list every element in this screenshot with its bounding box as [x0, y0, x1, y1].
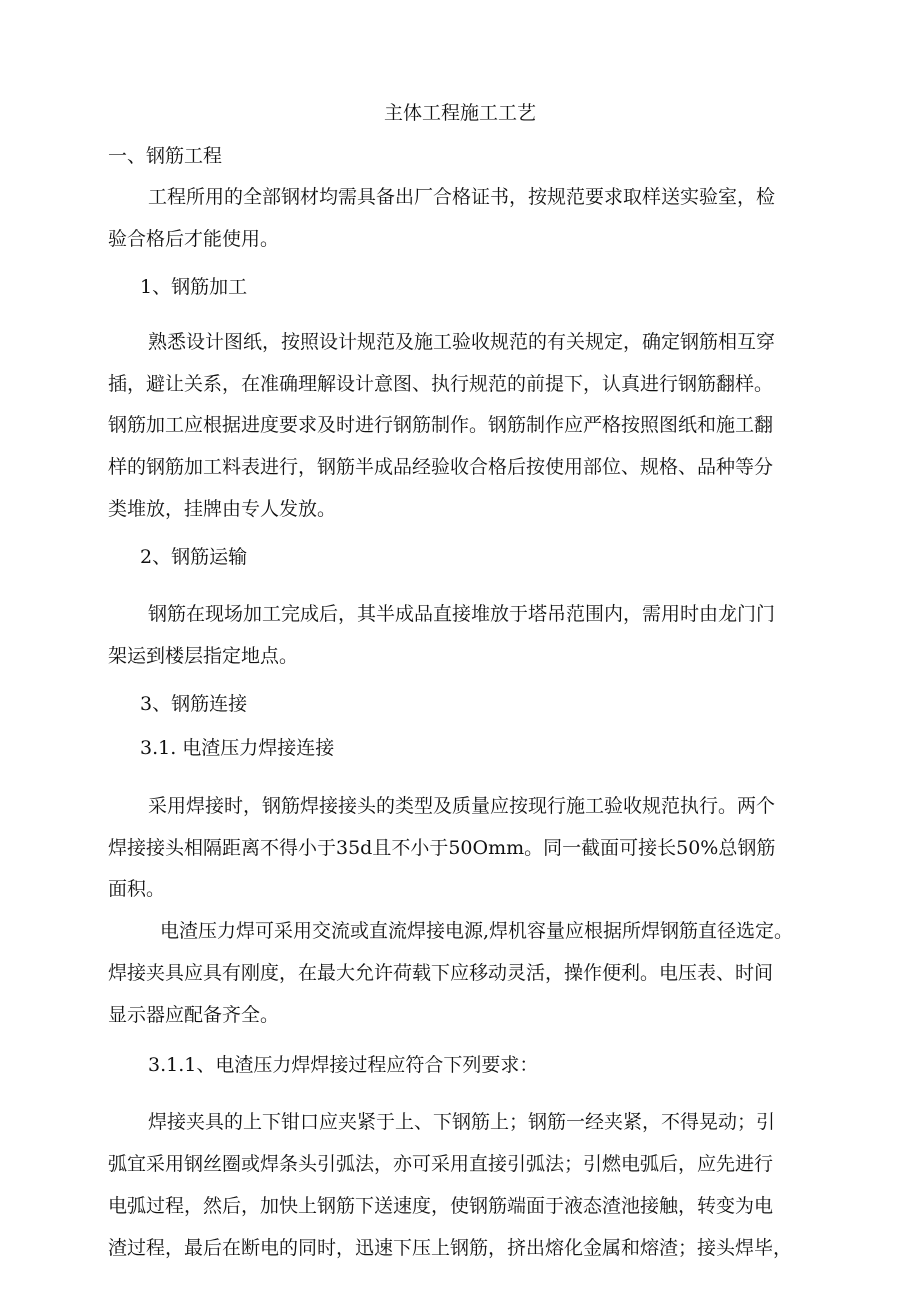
paragraph-line: 架运到楼层指定地点。 [108, 645, 299, 667]
paragraph-line: 渣过程，最后在断电的同时，迅速下压上钢筋，挤出熔化金属和熔渣；接头焊毕， [108, 1237, 793, 1259]
paragraph-line: 钢筋加工应根据进度要求及时进行钢筋制作。钢筋制作应严格按照图纸和施工翻 [108, 414, 774, 436]
section-heading-rebar: 一、钢筋工程 [108, 145, 223, 167]
heading-rebar-processing: 1、钢筋加工 [140, 276, 248, 298]
heading-rebar-transport: 2、钢筋运输 [140, 546, 248, 568]
paragraph-line: 熟悉设计图纸，按照设计规范及施工验收规范的有关规定，确定钢筋相互穿 [148, 331, 776, 353]
paragraph-line: 焊接接头相隔距离不得小于35d且不小于50Omm。同一截面可接长50%总钢筋 [108, 837, 776, 859]
paragraph-line: 插，避让关系，在准确理解设计意图、执行规范的前提下，认真进行钢筋翻样。 [108, 373, 774, 395]
paragraph-line: 显示器应配备齐全。 [108, 1004, 280, 1026]
paragraph-line: 样的钢筋加工料表进行，钢筋半成品经验收合格后按使用部位、规格、品种等分 [108, 456, 774, 478]
paragraph-line: 焊接夹具的上下钳口应夹紧于上、下钢筋上；钢筋一经夹紧，不得晃动；引 [148, 1111, 776, 1133]
paragraph-line: 采用焊接时，钢筋焊接接头的类型及质量应按现行施工验收规范执行。两个 [148, 795, 776, 817]
paragraph-line: 电渣压力焊可采用交流或直流焊接电源,焊机容量应根据所焊钢筋直径选定。 [160, 920, 794, 942]
document-title: 主体工程施工工艺 [383, 102, 536, 124]
paragraph-line: 电弧过程，然后，加快上钢筋下送速度，使钢筋端面于液态渣池接触，转变为电 [108, 1195, 774, 1217]
heading-welding-requirements: 3.1.1、电渣压力焊焊接过程应符合下列要求： [148, 1054, 539, 1076]
heading-rebar-connection: 3、钢筋连接 [140, 693, 248, 715]
paragraph-line: 弧宜采用钢丝圈或焊条头引弧法，亦可采用直接引弧法；引燃电弧后，应先进行 [108, 1153, 774, 1175]
intro-line: 验合格后才能使用。 [108, 228, 280, 250]
paragraph-line: 焊接夹具应具有刚度，在最大允许荷载下应移动灵活，操作便利。电压表、时间 [108, 962, 774, 984]
paragraph-line: 类堆放，挂牌由专人发放。 [108, 498, 337, 520]
paragraph-line: 面积。 [108, 878, 166, 900]
heading-electroslag-welding: 3.1. 电渣压力焊接连接 [140, 737, 335, 759]
intro-line: 工程所用的全部钢材均需具备出厂合格证书，按规范要求取样送实验室，检 [148, 186, 776, 208]
paragraph-line: 钢筋在现场加工完成后，其半成品直接堆放于塔吊范围内，需用时由龙门门 [148, 603, 776, 625]
